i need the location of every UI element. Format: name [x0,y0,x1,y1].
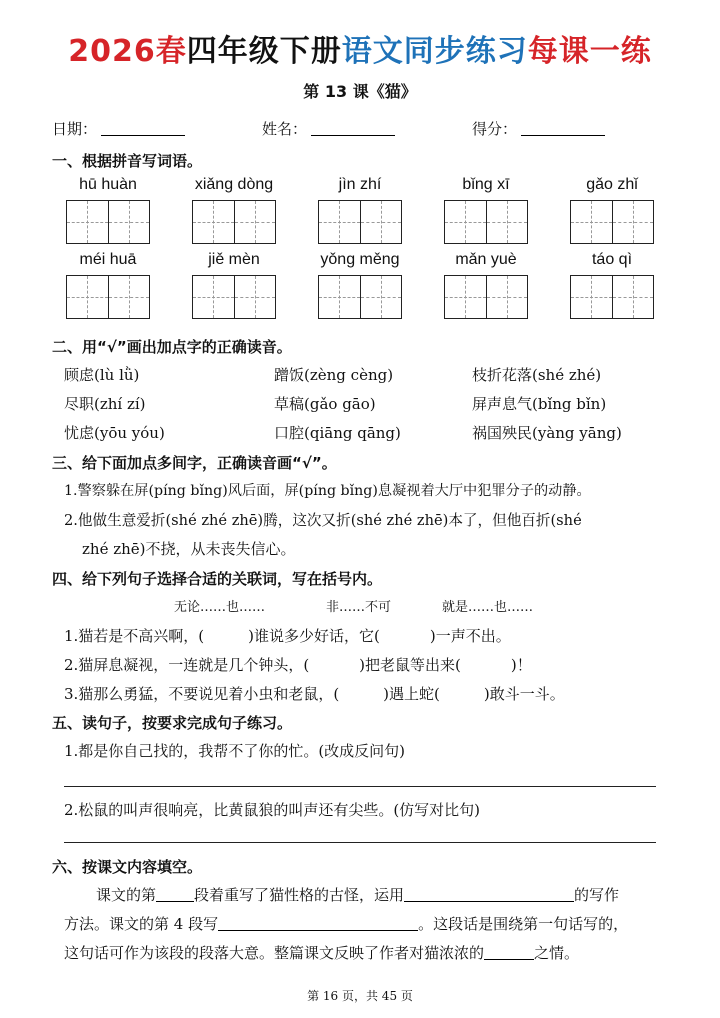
fill-line-3 [64,942,579,963]
pronunciation-item[interactable]: 屏声息气(bǐng bǐn) [472,395,607,413]
conjunction-option: 就是……也…… [442,600,534,615]
writing-grid[interactable] [66,275,150,319]
polyphone-sentence-2[interactable]: 2.他做生意爱折(shé zhé zhē)腾，这次又折(shé zhé zhē)本了，但他百折(shé [64,512,582,529]
section-3-title: 三、给下面加点多间字，正确读音画“√”。 [52,454,337,472]
date-label: 日期： [52,120,98,138]
writing-grid[interactable] [570,200,654,244]
fill-blank[interactable] [404,887,574,902]
fill-text: 段着重写了猫性格的古怪，运用 [194,886,405,904]
pinyin-label: jiě mèn [208,251,260,268]
fill-blank[interactable] [484,945,534,960]
pinyin-label: jìn zhí [338,176,382,193]
polyphone-sentence-2-cont[interactable]: zhé zhē)不挠，从未丧失信心。 [82,540,296,558]
pronunciation-item[interactable]: 尽职(zhí zí) [64,395,146,413]
pronunciation-item[interactable]: 口腔(qiāng qāng) [274,424,401,442]
pinyin-label: xiǎng dòng [194,176,274,193]
conjunction-question-2 [64,654,532,675]
fill-line-1 [96,884,619,905]
pinyin-label: táo qì [591,251,633,268]
score-label: 得分： [472,120,518,138]
polyphone-sentence-1[interactable]: 1.警察躲在屏(píng bǐng)风后面，屏(píng bǐng)息凝视着大厅中犯罪分子的动静。 [64,483,591,499]
score-field[interactable] [472,118,605,139]
fill-text: 这句话可作为该段的段落大意。整篇课文反映了作者对猫浓浓的 [64,944,485,962]
question-text: )一声不出。 [429,627,511,645]
fill-line-2 [64,913,628,934]
title-practice: 每课一练 [527,34,652,69]
name-label: 姓名： [262,120,308,138]
answer-line-1[interactable] [64,786,656,787]
date-field[interactable] [52,118,185,139]
writing-grid[interactable] [444,275,528,319]
title-year: 2026春 [68,34,187,69]
page-number: 第 16 页，共 45 页 [307,989,413,1003]
pinyin-label: méi huā [79,251,137,268]
section-6-title: 六、按课文内容填空。 [52,858,203,876]
conjunction-question-1 [64,625,511,646]
conjunction-option: 无论……也…… [174,600,266,615]
question-text: 1.猫若是不高兴啊，( [64,627,205,645]
name-field[interactable] [262,118,395,139]
pronunciation-item[interactable]: 枝折花落(shé zhé) [472,366,602,384]
writing-grid[interactable] [318,275,402,319]
question-text: 3.猫那么勇猛，不要说见着小虫和老鼠，( [64,685,340,703]
fill-blank[interactable] [156,887,194,902]
section-1-title: 一、根据拼音写词语。 [52,152,203,170]
writing-grid[interactable] [318,200,402,244]
section-5-title: 五、读句子，按要求完成句子练习。 [52,714,293,732]
answer-line-2[interactable] [64,842,656,843]
sentence-task-1: 1.都是你自己找的，我帮不了你的忙。(改成反问句) [64,742,406,760]
title-subject: 语文同步练习 [341,34,528,69]
writing-grid[interactable] [570,275,654,319]
name-blank[interactable] [311,121,395,136]
fill-text: 课文的第 [96,886,157,904]
writing-grid[interactable] [66,200,150,244]
conjunction-question-3 [64,683,565,704]
lesson-title: 第 13 课《猫》 [303,82,417,101]
fill-text: 方法。课文的第 4 段写 [64,915,219,933]
score-blank[interactable] [521,121,605,136]
pronunciation-item[interactable]: 顾虑(lù lǜ) [64,366,140,384]
question-text: )谁说多少好话，它( [248,627,380,645]
writing-grid[interactable] [444,200,528,244]
pinyin-label: yǒng měng [320,251,400,268]
title-grade: 四年级下册 [186,34,342,69]
question-text: 2.猫屏息凝视，一连就是几个钟头，( [64,656,310,674]
section-4-title: 四、给下列句子选择合适的关联词，写在括号内。 [52,570,383,588]
date-blank[interactable] [101,121,185,136]
writing-grid[interactable] [192,200,276,244]
pinyin-label: gǎo zhǐ [586,176,638,193]
fill-text: 。这段话是围绕第一句话写的， [418,915,629,933]
section-2-title: 二、用“√”画出加点字的正确读音。 [52,338,292,356]
pronunciation-item[interactable]: 祸国殃民(yàng yāng) [472,424,622,442]
question-text: )遇上蛇( [383,685,440,703]
pinyin-label: mǎn yuè [455,251,517,268]
conjunction-option: 非……不可 [326,600,392,615]
page-title [0,26,720,70]
pinyin-label: bǐng xī [462,176,510,193]
question-text: )敢斗一斗。 [483,685,565,703]
pinyin-label: hū huàn [79,176,137,193]
pronunciation-item[interactable]: 蹭饭(zèng cèng) [274,366,394,384]
fill-text: 之情。 [534,944,580,962]
fill-text: 的写作 [574,886,620,904]
question-text: )！ [510,656,532,674]
pronunciation-item[interactable]: 草稿(gǎo gāo) [274,395,376,413]
question-text: )把老鼠等出来( [359,656,461,674]
writing-grid[interactable] [192,275,276,319]
fill-blank[interactable] [218,916,418,931]
sentence-task-2: 2.松鼠的叫声很响亮，比黄鼠狼的叫声还有尖些。(仿写对比句) [64,801,481,819]
pronunciation-item[interactable]: 忧虑(yōu yóu) [64,424,165,442]
